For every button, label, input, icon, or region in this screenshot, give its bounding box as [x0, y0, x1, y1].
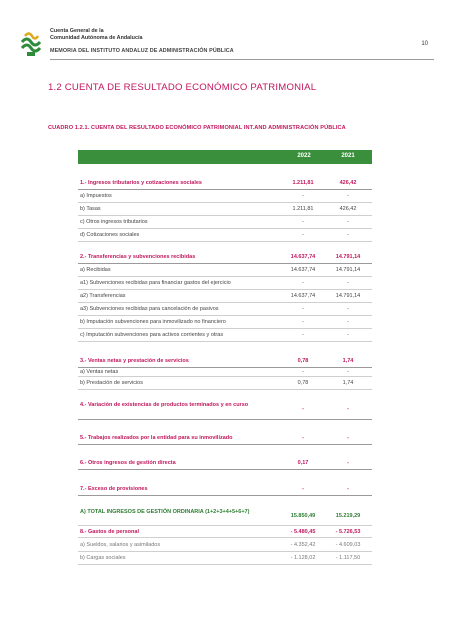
- org-line-2: Comunidad Autónoma de Andalucía: [50, 35, 143, 41]
- section-title: 1.2 CUENTA DE RESULTADO ECONÓMICO PATRIMONIAL: [48, 82, 317, 93]
- results-table: [78, 150, 372, 561]
- row-label: 4.- Variación de existencias de productos terminados y en curso: [80, 402, 249, 408]
- row-label: b) Tasas: [80, 206, 101, 212]
- table-row: [78, 264, 372, 277]
- row-label: a) Recibidas: [80, 267, 111, 273]
- table-row: [78, 303, 372, 316]
- value-2022: -: [302, 193, 304, 199]
- value-2022: 14.637,74: [290, 267, 316, 273]
- row-label: a) Impuestos: [80, 193, 112, 199]
- value-2022: 14.637,74: [290, 293, 316, 299]
- table-row: [78, 377, 372, 390]
- row-label: 8.- Gastos de personal: [80, 529, 139, 535]
- table-row: [78, 277, 372, 290]
- value-2021: -: [347, 332, 349, 338]
- column-header-2021: 2021: [341, 153, 355, 159]
- table-row: [78, 203, 372, 216]
- value-2021: - 1.117,50: [335, 555, 361, 561]
- value-2022: -: [302, 332, 304, 338]
- row-label: c) Otros ingresos tributarios: [80, 219, 148, 225]
- value-2022: 15.850,49: [290, 513, 316, 519]
- value-2021: -: [347, 319, 349, 325]
- org-line-1: Cuenta General de la: [50, 28, 104, 34]
- table-row: [78, 527, 372, 538]
- value-2022: - 1.128,02: [290, 555, 316, 561]
- value-2021: 1,74: [342, 380, 354, 386]
- row-label: a1) Subvenciones recibidas para financiar gastos del ejercicio: [80, 280, 231, 286]
- value-2022: -: [302, 486, 304, 492]
- table-row: [78, 229, 372, 242]
- page-number: 10: [421, 41, 428, 47]
- value-2022: 0,78: [297, 380, 309, 386]
- column-header-2022: 2022: [297, 153, 311, 159]
- value-2021: -: [347, 232, 349, 238]
- value-2022: -: [302, 319, 304, 325]
- value-2022: 1.211,81: [292, 206, 314, 212]
- value-2022: - 5.480,45: [290, 529, 316, 535]
- row-label: a) Sueldos, salarios y asimilados: [80, 542, 161, 548]
- value-2022: -: [302, 219, 304, 225]
- row-label: 7.- Exceso de provisiones: [80, 486, 148, 492]
- row-label: a2) Transferencias: [80, 293, 126, 299]
- organization-name: [50, 28, 142, 42]
- table-row: [78, 368, 372, 377]
- table-row: [78, 251, 372, 264]
- value-2022: -: [302, 280, 304, 286]
- row-label: a) Ventas netas: [80, 369, 119, 375]
- value-2021: -: [347, 486, 349, 492]
- row-label: 5.- Trabajos realizados por la entidad para su inmovilizado: [80, 435, 233, 441]
- row-label: 2.- Transferencias y subvenciones recibidas: [80, 254, 196, 260]
- value-2021: -: [347, 280, 349, 286]
- value-2022: 0,78: [297, 358, 309, 364]
- value-2021: - 4.609,03: [335, 542, 361, 548]
- value-2021: -: [347, 369, 349, 375]
- value-2021: -: [347, 193, 349, 199]
- table-row: [78, 483, 372, 496]
- row-label: b) Imputación subvenciones para inmovilizado no financiero: [80, 319, 226, 325]
- table-row: [78, 329, 372, 342]
- value-2022: 14.637,74: [290, 254, 316, 260]
- table-row: [78, 355, 372, 368]
- value-2021: 14.791,14: [335, 267, 361, 273]
- row-label: 3.- Ventas netas y prestación de servicios: [80, 358, 189, 364]
- row-label: d) Cotizaciones sociales: [80, 232, 140, 238]
- header-divider: [50, 59, 434, 60]
- value-2021: -: [347, 219, 349, 225]
- value-2021: 426,42: [339, 206, 357, 212]
- table-row: [78, 432, 372, 445]
- value-2021: 14.791,14: [335, 254, 361, 260]
- row-label: c) Imputación subvenciones para activos corrientes y otras: [80, 332, 224, 338]
- value-2022: - 4.352,42: [290, 542, 316, 548]
- cuadro-title: CUADRO 1.2.1. CUENTA DEL RESULTADO ECONÓMICO PATRIMONIAL INT.AND ADMINISTRACIÓN PÚBLICA: [48, 125, 346, 131]
- value-2021: -: [347, 306, 349, 312]
- value-2022: -: [302, 306, 304, 312]
- value-2021: 426,42: [339, 180, 357, 186]
- row-label: b) Cargas sociales: [80, 555, 126, 561]
- table-row: [78, 316, 372, 329]
- row-label: A) TOTAL INGRESOS DE GESTIÓN ORDINARIA (1+2+3+4+5+6+7): [80, 509, 250, 515]
- table-row: [78, 216, 372, 229]
- table-row: [78, 457, 372, 470]
- table-row: [78, 290, 372, 303]
- value-2021: 1,74: [342, 358, 354, 364]
- value-2022: -: [302, 232, 304, 238]
- value-2022: 1.211,81: [292, 180, 314, 186]
- value-2022: 0,17: [297, 460, 309, 466]
- table-row: [78, 177, 372, 190]
- row-label: b) Prestación de servicios: [80, 380, 143, 386]
- value-2022: -: [302, 369, 304, 375]
- value-2021: 15.219,29: [335, 513, 361, 519]
- memoria-title: MEMORIA DEL INSTITUTO ANDALUZ DE ADMINISTRACIÓN PÚBLICA: [50, 48, 234, 54]
- row-label: a3) Subvenciones recibidas para cancelación de pasivos: [80, 306, 219, 312]
- table-row: [78, 507, 372, 526]
- value-2022: -: [302, 435, 304, 441]
- row-label: 1.- Ingresos tributarios y cotizaciones sociales: [80, 180, 202, 186]
- table-header: [78, 150, 372, 164]
- value-2021: -: [347, 435, 349, 441]
- table-row: [78, 190, 372, 203]
- value-2021: -: [347, 460, 349, 466]
- row-label: 6.- Otros ingresos de gestión directa: [80, 460, 176, 466]
- table-row: [78, 552, 372, 565]
- value-2021: 14.791,14: [335, 293, 361, 299]
- value-2022: -: [302, 406, 304, 412]
- value-2021: - 5.726,53: [335, 529, 361, 535]
- table-row: [78, 399, 372, 420]
- junta-andalucia-logo-icon: [18, 28, 44, 58]
- value-2021: -: [347, 406, 349, 412]
- table-row: [78, 539, 372, 552]
